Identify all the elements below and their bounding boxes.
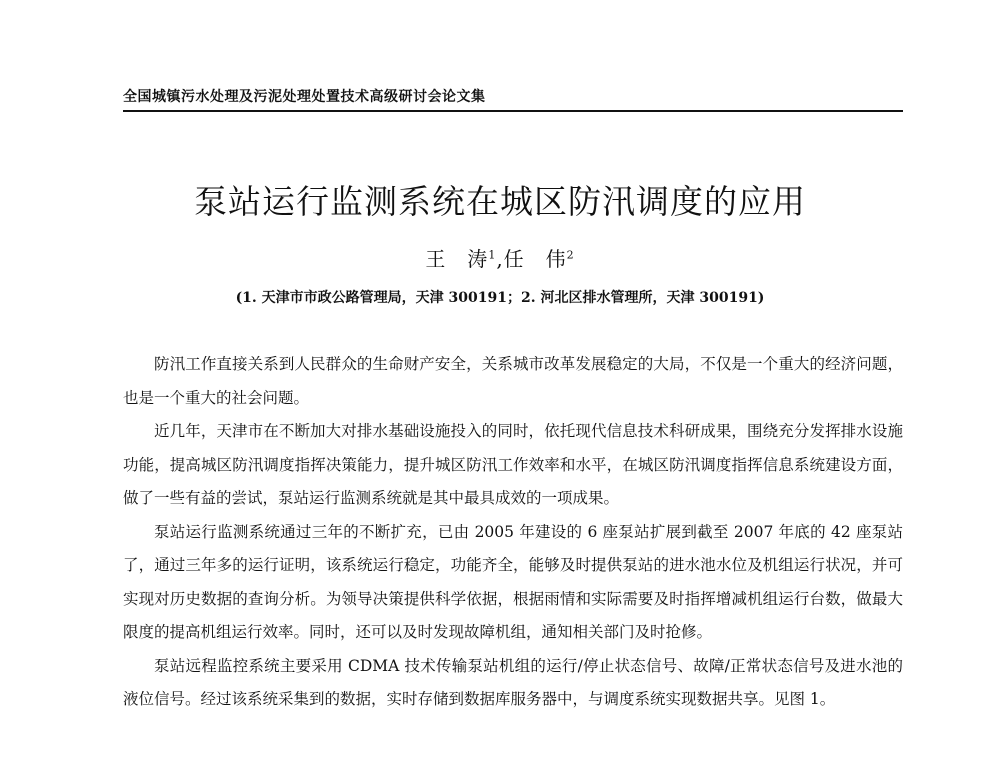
author-separator: , — [496, 247, 504, 271]
author-name: 任 伟 — [503, 247, 567, 271]
affiliation: (1. 天津市市政公路管理局，天津 300191；2. 河北区排水管理所，天津 300191) — [235, 290, 765, 306]
author-superscript: 1 — [488, 248, 497, 262]
running-header: 全国城镇污水处理及污泥处理处置技术高级研讨会论文集 — [123, 89, 486, 105]
body-text — [123, 348, 903, 717]
paragraph: 泵站运行监测系统通过三年的不断扩充，已由 2005 年建设的 6 座泵站扩展到截至 2007 年底的 42 座泵站了，通过三年多的运行证明，该系统运行稳定，功能齐全，能够及时提供泵站的进水池水位及机组运行状况，并可实现对历史数据的查询分析。为领导决策提供科学依据，根据雨情和实际需要及时指挥增减机组运行台数，做最大限度的提高机组运行效率。同时，还可以及时发现故障机组，通知相关部门及时抢修。 — [123, 522, 903, 641]
header-rule — [123, 110, 903, 112]
paragraph: 防汛工作直接关系到人民群众的生命财产安全，关系城市改革发展稳定的大局，不仅是一个重大的经济问题，也是一个重大的社会问题。 — [123, 355, 903, 407]
author-line — [0, 243, 1000, 272]
paragraph: 近几年，天津市在不断加大对排水基础设施投入的同时，依托现代信息技术科研成果，围绕充分发挥排水设施功能，提高城区防汛调度指挥决策能力，提升城区防汛工作效率和水平，在城区防汛调度指挥信息系统建设方面，做了一些有益的尝试，泵站运行监测系统就是其中最具成效的一项成果。 — [123, 422, 903, 507]
author-superscript: 2 — [566, 248, 575, 262]
paragraph: 泵站远程监控系统主要采用 CDMA 技术传输泵站机组的运行/停止状态信号、故障/正常状态信号及进水池的液位信号。经过该系统采集到的数据，实时存储到数据库服务器中，与调度系统实现数据共享。见图 1。 — [123, 656, 903, 708]
paper-title: 泵站运行监测系统在城区防汛调度的应用 — [194, 182, 806, 221]
author-name: 王 涛 — [425, 247, 489, 271]
